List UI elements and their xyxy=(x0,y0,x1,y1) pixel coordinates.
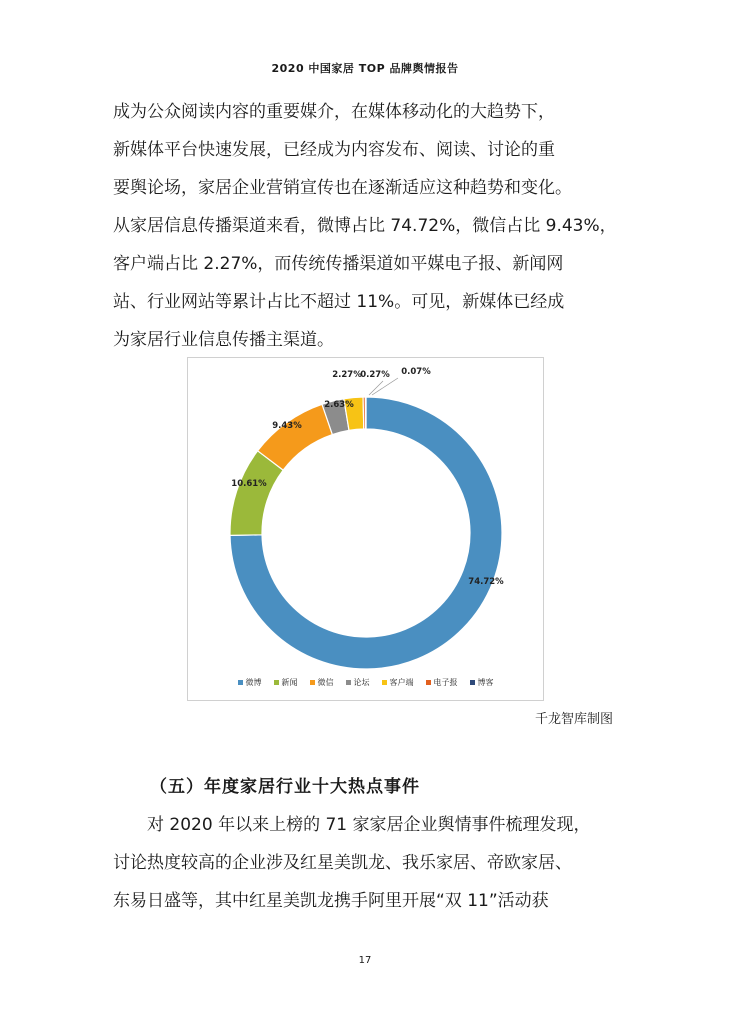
slice-label-4: 2.27% xyxy=(332,370,362,380)
legend-label: 微博 xyxy=(245,678,262,687)
legend-swatch xyxy=(346,680,351,685)
text-line: 客户端占比 2.27%，而传统传播渠道如平媒电子报、新闻网 xyxy=(113,254,564,274)
text-line: 东易日盛等，其中红星美凯龙携手阿里开展“双 11”活动获 xyxy=(113,891,549,911)
slice-label-5: 0.27% xyxy=(360,370,390,380)
legend-item xyxy=(238,677,262,688)
legend-item xyxy=(382,677,414,688)
chart-caption: 千龙智库制图 xyxy=(535,712,614,727)
text-line: 新媒体平台快速发展，已经成为内容发布、阅读、讨论的重 xyxy=(113,140,555,160)
text-line: 要舆论场，家居企业营销宣传也在逐渐适应这种趋势和变化。 xyxy=(113,178,572,198)
channel-share-chart xyxy=(187,357,544,701)
text-line: 成为公众阅读内容的重要媒介，在媒体移动化的大趋势下， xyxy=(113,102,555,122)
legend-label: 客户端 xyxy=(389,678,414,687)
chart-legend xyxy=(188,677,543,688)
legend-label: 电子报 xyxy=(433,678,458,687)
legend-swatch xyxy=(470,680,475,685)
text-line: 讨论热度较高的企业涉及红星美凯龙、我乐家居、帝欧家居、 xyxy=(113,853,572,873)
section-title: （五）年度家居行业十大热点事件 xyxy=(150,777,420,797)
legend-label: 博客 xyxy=(477,678,494,687)
text-line: 为家居行业信息传播主渠道。 xyxy=(113,330,334,350)
legend-item xyxy=(310,677,334,688)
legend-label: 微信 xyxy=(317,678,334,687)
text-line: 从家居信息传播渠道来看，微博占比 74.72%，微信占比 9.43%， xyxy=(113,216,617,236)
legend-item xyxy=(346,677,370,688)
events-paragraph xyxy=(113,806,633,920)
leader-line-1 xyxy=(372,378,398,395)
legend-swatch xyxy=(310,680,315,685)
slice-label-1: 10.61% xyxy=(231,479,267,489)
slice-label-6: 0.07% xyxy=(401,367,431,377)
legend-swatch xyxy=(382,680,387,685)
slice-label-0: 74.72% xyxy=(468,577,504,587)
legend-swatch xyxy=(274,680,279,685)
legend-label: 新闻 xyxy=(281,678,298,687)
slice-label-2: 9.43% xyxy=(272,421,302,431)
legend-label: 论坛 xyxy=(353,678,370,687)
leader-line-0 xyxy=(369,381,383,395)
text-line: 站、行业网站等累计占比不超过 11%。可见，新媒体已经成 xyxy=(113,292,565,312)
donut-chart-svg xyxy=(188,358,543,700)
legend-swatch xyxy=(426,680,431,685)
legend-item xyxy=(470,677,494,688)
page-number: 17 xyxy=(358,955,372,966)
legend-item xyxy=(274,677,298,688)
intro-paragraph xyxy=(113,93,633,359)
legend-item xyxy=(426,677,458,688)
legend-swatch xyxy=(238,680,243,685)
slice-label-3: 2.63% xyxy=(324,400,354,410)
text-line: 对 2020 年以来上榜的 71 家家居企业舆情事件梳理发现， xyxy=(147,815,591,835)
donut-slice-6 xyxy=(365,397,366,429)
report-header: 2020 中国家居 TOP 品牌舆情报告 xyxy=(271,62,459,75)
